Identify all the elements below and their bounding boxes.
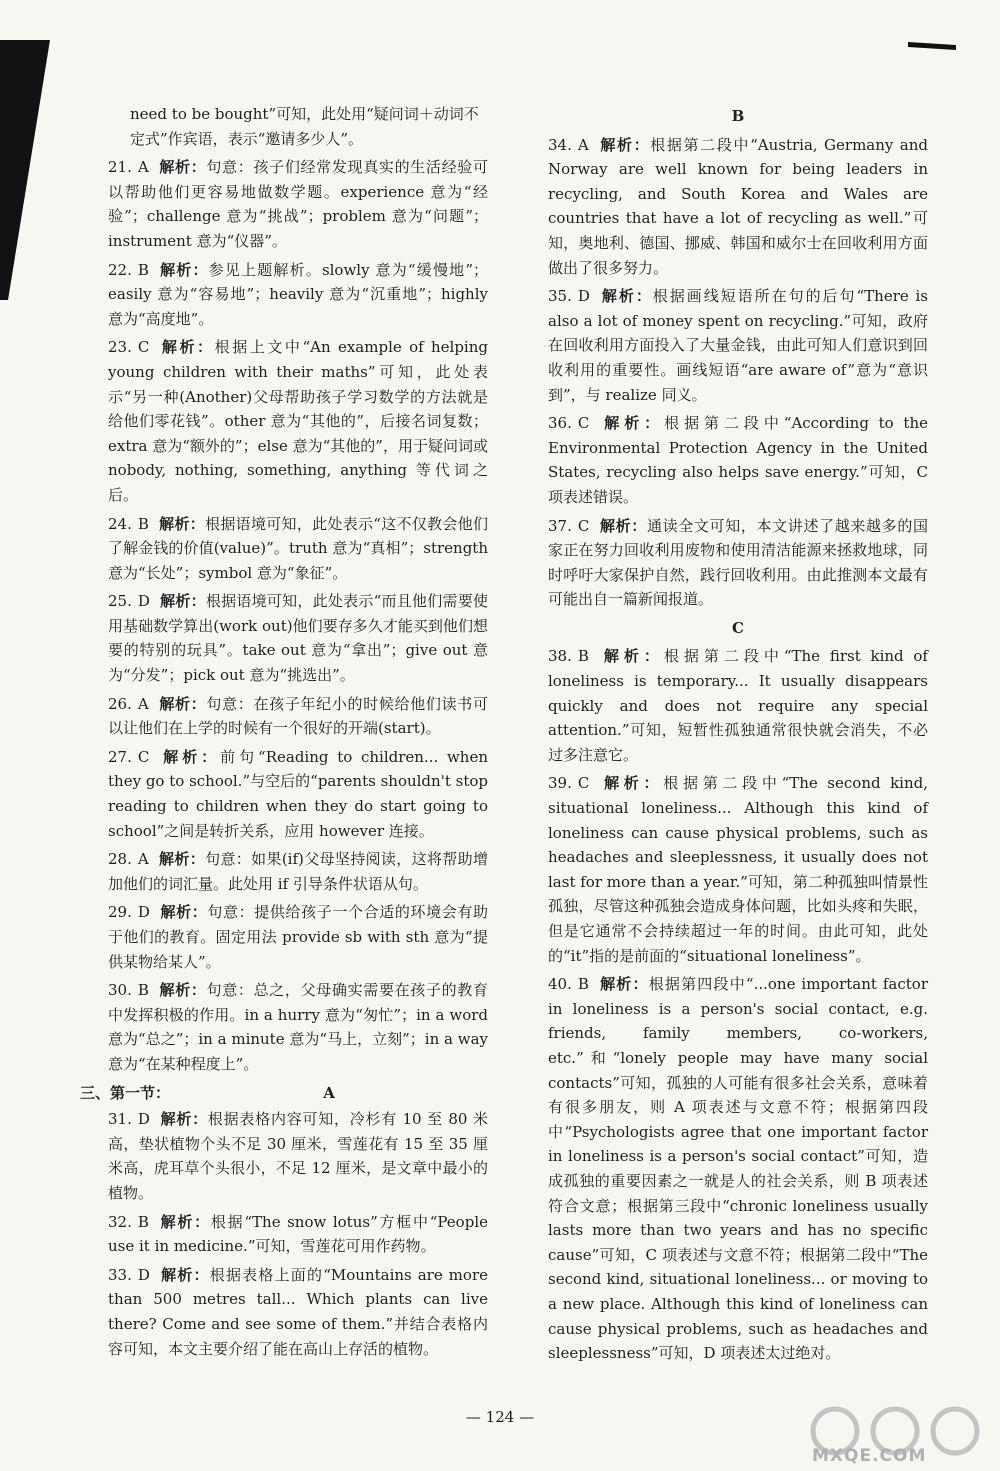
analysis-label: 解析： bbox=[158, 260, 209, 279]
answer-letter: C bbox=[577, 516, 590, 535]
question-number: 35. bbox=[548, 287, 572, 306]
answer-entry bbox=[108, 335, 488, 507]
analysis-label: 解析： bbox=[158, 1212, 211, 1231]
analysis-label: 解析： bbox=[159, 1265, 210, 1284]
question-number: 26. bbox=[108, 694, 132, 713]
analysis-text: 句意：如果(if)父母坚持阅读，这将帮助增加他们的词汇量。此处用 if 引导条件状语从句。 bbox=[108, 850, 488, 893]
question-number: 21. bbox=[108, 158, 132, 177]
answer-entry bbox=[108, 512, 488, 586]
analysis-text: 通读全文可知，本文讲述了越来越多的国家正在努力回收利用废物和使用清洁能源来拯救地球，同时呼吁大家保护自然，践行回收利用。由此推测本文最有可能出自一篇新闻报道。 bbox=[548, 516, 928, 609]
analysis-text: 前句“Reading to children... when they go to school.”与空后的“parents shouldn't stop reading to children when they do start going to school”之间是转折关系，应用 however 连接。 bbox=[108, 747, 488, 840]
answer-letter: D bbox=[137, 1110, 150, 1129]
answer-entry bbox=[108, 155, 488, 253]
analysis-text: 根据表格上面的“Mountains are more than 500 metres tall... Which plants can live there? Come and see some of them.”并结合表格内容可知，本文主要介绍了能在高山上存活的植物。 bbox=[108, 1265, 488, 1358]
question-number: 24. bbox=[108, 514, 132, 533]
answer-letter: A bbox=[137, 694, 149, 713]
analysis-label: 解析： bbox=[158, 514, 206, 533]
answer-entry bbox=[548, 514, 928, 612]
answer-line bbox=[548, 411, 928, 509]
answer-line bbox=[108, 258, 488, 332]
analysis-label: 解析： bbox=[598, 135, 651, 154]
question-number: 37. bbox=[548, 516, 572, 535]
answer-line bbox=[108, 847, 488, 896]
answer-entry bbox=[108, 978, 488, 1076]
answer-line bbox=[108, 512, 488, 586]
analysis-text: 根据语境可知，此处表示“而且他们需要使用基础数学算出(work out)他们要存多久才能买到他们想要的特别的玩具”。take out 意为“拿出”；give out 意为“分发”；pick out 意为“挑选出”。 bbox=[108, 592, 488, 685]
answer-line bbox=[108, 692, 488, 741]
analysis-text: 参见上题解析。slowly 意为“缓慢地”；easily 意为“容易地”；heavily 意为“沉重地”；highly 意为“高度地”。 bbox=[108, 260, 488, 328]
analysis-label: 解析： bbox=[159, 903, 208, 922]
answer-letter: B bbox=[137, 260, 149, 279]
question-number: 23. bbox=[108, 338, 132, 357]
question-number: 34. bbox=[548, 135, 572, 154]
analysis-text: 根据第二段中“The second kind, situational loneliness... Although this kind of loneliness can cause physical problems, such as headaches and sleeplessness, it usually does not last for more than a year.”可知，第二种孤独叫情景性孤独，尽管这种孤独会造成身体问题，比如头疼和失眠，但是它通常不会持续超过一年的时间。由此可知，此处的“it”指的是前面的“situational loneliness”。 bbox=[548, 774, 928, 965]
answer-line bbox=[548, 133, 928, 281]
page-edge-shadow bbox=[0, 40, 60, 300]
answer-letter: D bbox=[577, 287, 590, 306]
question-number: 32. bbox=[108, 1212, 132, 1231]
answer-entry bbox=[108, 1107, 488, 1205]
analysis-text: 根据第二段中“According to the Environmental Protection Agency in the United States, recycling also helps save energy.”可知，C 项表述错误。 bbox=[548, 414, 928, 506]
answer-letter: C bbox=[577, 414, 590, 433]
answer-entry bbox=[548, 644, 928, 767]
analysis-text: 句意：提供给孩子一个合适的环境会有助于他们的教育。固定用法 provide sb with sth 意为“提供某物给某人”。 bbox=[108, 903, 488, 971]
answer-letter: C bbox=[577, 774, 590, 793]
answer-line bbox=[108, 745, 488, 843]
left-column bbox=[80, 102, 488, 1365]
answer-letter: B bbox=[577, 975, 589, 994]
answer-entry bbox=[108, 847, 488, 896]
answer-letter: B bbox=[577, 647, 589, 666]
answer-letter: D bbox=[137, 1265, 150, 1284]
analysis-label: 解析： bbox=[598, 975, 649, 994]
question-number: 31. bbox=[108, 1110, 132, 1129]
analysis-text: 根据表格内容可知，冷杉有 10 至 80 米高，垫状植物个头不足 30 厘米，雪莲花有 15 至 35 厘米高，虎耳草个头很小，不足 12 厘米，是文章中最小的植物。 bbox=[108, 1110, 488, 1202]
analysis-text: 句意：总之，父母确实需要在孩子的教育中发挥积极的作用。in a hurry 意为“匆忙”；in a word 意为“总之”；in a minute 意为“马上，立刻”；in a way 意为“在某种程度上”。 bbox=[108, 981, 488, 1073]
answer-line bbox=[548, 644, 928, 767]
answer-letter: C bbox=[137, 338, 150, 357]
answer-line bbox=[108, 1210, 488, 1259]
answer-letter: D bbox=[137, 592, 150, 611]
question-number: 40. bbox=[548, 975, 572, 994]
analysis-label: 解析： bbox=[158, 981, 207, 1000]
analysis-text: 根据第二段中“The first kind of loneliness is temporary... It usually disappears quickly and does not require any special attention.”可知，短暂性孤独通常很快就会消失，不必过多注意它。 bbox=[548, 647, 928, 764]
section-label: 三、第一节： bbox=[80, 1083, 171, 1102]
answer-entry bbox=[108, 589, 488, 687]
answer-line bbox=[548, 284, 928, 407]
passage-letter: B bbox=[731, 107, 745, 125]
analysis-label: 解析： bbox=[159, 1110, 208, 1129]
analysis-text: 根据上文中“An example of helping young children with their maths”可知，此处表示“另一种(Another)父母帮助孩子学习数学的方法就是给他们零花钱”。other 意为“其他的”，后接名词复数；extra 意为“额外的”；else 意为“其他的”，用于疑问词或 nobody, nothing, something, anything 等代词之后。 bbox=[108, 338, 488, 504]
answer-entry bbox=[108, 900, 488, 974]
passage-letter: A bbox=[323, 1083, 335, 1102]
answer-line bbox=[108, 1263, 488, 1361]
answer-letter: C bbox=[137, 747, 150, 766]
answer-letter: A bbox=[577, 135, 589, 154]
analysis-label: 解析： bbox=[599, 287, 653, 306]
answer-entry bbox=[108, 692, 488, 741]
answer-letter: A bbox=[137, 158, 149, 177]
answer-list-left bbox=[108, 155, 488, 1076]
answer-line bbox=[108, 900, 488, 974]
continued-text: need to be bought”可知，此处用“疑问词＋动词不定式”作宾语，表示“邀请多少人”。 bbox=[130, 105, 479, 148]
question-number: 39. bbox=[548, 774, 572, 793]
answer-list-left-2 bbox=[108, 1107, 488, 1361]
question-number: 36. bbox=[548, 414, 572, 433]
analysis-text: 根据画线短语所在句的后句“There is also a lot of money spent on recycling.”可知，政府在回收利用方面投入了大量金钱，由此可知人们意识到回收利用的重要性。画线短语“are aware of”意为“意识到”，与 realize 同义。 bbox=[548, 287, 928, 404]
answer-entry bbox=[548, 972, 928, 1366]
watermark-text: MXQE.COM bbox=[812, 1446, 927, 1466]
analysis-text: 根据第四段中“...one important factor in loneliness is a person's social contact, e.g. friends, family members, co-workers, etc.”和“lonely people may have many social contacts”可知，孤独的人可能有很多社会关系，意味着有很多朋友，则 A 项表述与文意不符；根据第四段中“Psychologists agree that one important factor in loneliness is a person's social contact”可知，造成孤独的重要因素之一就是人的社会关系，则 B 项表述符合文意；根据第三段中“chronic loneliness usually lasts more than two years and has no specific cause”可知，C 项表述与文意不符；根据第二段中“The second kind, situational loneliness... or moving to a new place. Although this kind of loneliness can cause physical problems, such as headaches and sleeplessness”可知，D 项表述太过绝对。 bbox=[548, 975, 928, 1363]
passage-letter: C bbox=[732, 618, 744, 637]
answer-line bbox=[108, 155, 488, 253]
answer-entry bbox=[548, 133, 928, 281]
answer-letter: D bbox=[137, 903, 150, 922]
question-number: 33. bbox=[108, 1265, 132, 1284]
analysis-label: 解析： bbox=[158, 850, 206, 869]
analysis-label: 解析： bbox=[158, 694, 207, 713]
page-number: — 124 — bbox=[465, 1408, 535, 1426]
analysis-label: 解析： bbox=[158, 158, 207, 177]
answer-entry bbox=[548, 284, 928, 407]
answer-list-right-2 bbox=[548, 644, 928, 1365]
analysis-label: 解析： bbox=[599, 516, 647, 535]
corner-mark bbox=[908, 42, 956, 50]
answer-entry bbox=[108, 258, 488, 332]
answer-line bbox=[108, 589, 488, 687]
analysis-text: 根据第二段中“Austria, Germany and Norway are well known for being leaders in recycling, and South Korea and Wales are countries that have a lot of recycling as well.”可知，奥地利、德国、挪威、韩国和威尔士在回收利用方面做出了很多努力。 bbox=[548, 135, 928, 277]
analysis-label: 解析： bbox=[599, 774, 664, 793]
answer-letter: A bbox=[137, 850, 149, 869]
answer-letter: B bbox=[137, 514, 149, 533]
answer-line bbox=[548, 514, 928, 612]
question-number: 30. bbox=[108, 981, 132, 1000]
answer-line bbox=[108, 1107, 488, 1205]
right-column bbox=[548, 102, 928, 1370]
analysis-text: 句意：孩子们经常发现真实的生活经验可以帮助他们更容易地做数学题。experience 意为“经验”；challenge 意为“挑战”；problem 意为“问题”；instrument 意为“仪器”。 bbox=[108, 158, 488, 250]
analysis-label: 解析： bbox=[159, 747, 221, 766]
analysis-label: 解析： bbox=[598, 647, 664, 666]
answer-entry bbox=[108, 745, 488, 843]
answer-entry bbox=[108, 1263, 488, 1361]
question-number: 29. bbox=[108, 903, 132, 922]
answer-entry bbox=[108, 1210, 488, 1259]
question-number: 22. bbox=[108, 260, 132, 279]
question-number: 28. bbox=[108, 850, 132, 869]
analysis-text: 句意：在孩子年纪小的时候给他们读书可以让他们在上学的时候有一个很好的开端(start)。 bbox=[108, 694, 488, 738]
analysis-label: 解析： bbox=[159, 338, 215, 357]
answer-line bbox=[108, 978, 488, 1076]
answer-letter: B bbox=[137, 1212, 149, 1231]
question-number: 38. bbox=[548, 647, 572, 666]
analysis-label: 解析： bbox=[599, 414, 665, 433]
section-heading bbox=[80, 1081, 488, 1106]
question-number: 27. bbox=[108, 747, 132, 766]
answer-entry bbox=[548, 411, 928, 509]
answer-line bbox=[548, 771, 928, 968]
analysis-text: 根据语境可知，此处表示“这不仅教会他们了解金钱的价值(value)”。truth 意为“真相”；strength 意为“长处”；symbol 意为“象征”。 bbox=[108, 514, 488, 582]
answer-entry bbox=[548, 771, 928, 968]
answer-line bbox=[108, 335, 488, 507]
answer-line bbox=[548, 972, 928, 1366]
answer-letter: B bbox=[137, 981, 149, 1000]
analysis-label: 解析： bbox=[159, 592, 206, 611]
answer-list-right bbox=[548, 133, 928, 612]
analysis-text: 根据“The snow lotus”方框中“People use it in medicine.”可知，雪莲花可用作药物。 bbox=[108, 1212, 488, 1256]
question-number: 25. bbox=[108, 592, 132, 611]
